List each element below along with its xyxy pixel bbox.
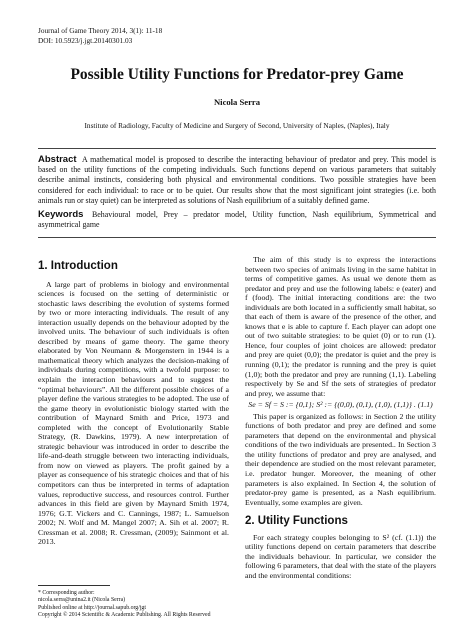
abstract-label: Abstract [38,154,77,165]
keywords-label: Keywords [38,209,84,220]
keywords-block [38,210,436,230]
footnote-email: nicola.serra@unina2.it (Nicola Serra) [38,597,126,604]
footnote-published: Published online at http://journal.sapub.org/jgt [38,604,146,611]
section-heading-utility-functions: 2. Utility Functions [245,515,348,528]
bottom-divider [38,237,436,238]
paper-title: Possible Utility Functions for Predator-prey Game [70,66,404,83]
section-heading-introduction: 1. Introduction [38,260,118,272]
doi: DOI: 10.5923/j.jgt.20140301.03 [38,36,133,45]
top-divider [38,148,436,149]
footnote-rule [38,585,110,586]
author-name: Nicola Serra [213,97,261,107]
footnote-corresponding: * Corresponding author: [38,590,95,596]
footnote [38,590,229,620]
abstract-text: A mathematical model is proposed to describe the interacting behaviour of predator and prey. This model is based on the utility functions of the competing individuals. Such functions depend on various parameters that suitably describe animal instincts, considering both physical and environmental conditions. Two possible strategies have been considered for each individual: to race or to be quiet. Our results show that the most significant joint strategies (i.e. both animals run or stay quiet) can be interpreted as solutions of Nash equilibrium of a suitably defined game. [38,155,436,205]
journal-citation: Journal of Game Theory 2014, 3(1): 11-18 [38,26,163,35]
organization-paragraph: This paper is organized as follows: in Section 2 the utility functions of both predator and prey are defined and some parameters that depend on the environmental and physical conditions of the two individuals are presented.. In Section 3 the utility functions of predator and prey are analysed, and their dependence are studied on the most relevant parameter, i.e. predator hunger. Moreover, the meaning of other parameters is also explained. In Section 4, the solution of predator-prey game is presented, as a Nash equilibrium. Eventually, some examples are given. [245,411,436,507]
right-column [245,255,436,581]
keywords-text: Behavioural model, Prey – predator model, Utility function, Nash equilibrium, Symmetrical and asymmetrical game [38,210,436,230]
left-column [38,262,229,547]
utility-paragraph: For each strategy couples belonging to S² (cf. (1.1)) the utility functions depend on certain parameters that describe the individuals behaviour. In particular, we consider the following 6 parameters, that deal with the state of the players and the environmental conditions: [245,532,436,580]
affiliation: Institute of Radiology, Faculty of Medicine and Surgery of Second, University of Naples, (Naples), Italy [84,121,390,130]
aim-paragraph: The aim of this study is to express the interactions between two species of animals living in the same habitat in terms of competitive games. As usual we denote them as predator and prey and use the following labels: e (eater) and f (food). The initial interacting conditions are: the two individuals are both located in a sufficiently small habitat, so that each of them is aware of the presence of the other, and knows that e is able to capture f. Each player can adopt one out of two suitable strategies: to be quiet (0) or to run (1). Hence, four couples of joint choices are allowed: predator and prey are quiet (0,0); the predator is quiet and the prey is running (0,1); the predator is running and the prey is quiet (1,0); both the predator and prey are running (1,1). Labeling respectively by Se and Sf the sets of strategies of predator and prey, we assume that: [245,255,436,398]
equation-1-1: Se = Sf = S := {0,1}; S² := {(0,0), (0,1), (1,0), (1,1)} . (1.1) [248,400,433,410]
footnote-copyright: Copyright © 2014 Scientific & Academic Publishing. All Rights Reserved [38,612,211,619]
journal-header [38,26,162,46]
intro-paragraph: A large part of problems in biology and environmental sciences is focused on the setting of deterministic or stochastic laws describing the evolution of systems formed by two or more interacting individuals. The result of any interaction usually depends on the behaviour adopted by the involved units. The behaviour of such individuals is often described by means of game theory. The game theory elaborated by Von Neumann & Morgenstern in 1944 is a mathematical theory which analyzes the decision-making of individuals during competitions, with a twofold purpose: to explain the interaction behaviours and to suggest the “optimal behaviours”. All the different possible choices of a player define the various strategies to be adopted. The use of the game theory in evolutionistic biology started with the contribution of Maynard Smith and Price, 1973 and completed with the concept of Evolutionarily Stable Strategy, (R. Dawkins, 1979). A new interpretation of strategic behaviour was introduced in order to describe the life-and-death struggle between two interacting individuals, from now on viewed as players. The profit gained by a player as consequence of his strategic choices and that of his competitors can thus be interpreted in terms of adaptation values, reproductive success, and resources control. Further advances in this field are given by Maynard Smith 1974, 1976; G.T. Vickers and C. Cannings, 1987; L. Samuelson 2002; N. Wolf and M. Mangel 2007; A. Sih et al. 2007; R. Cressman et al. 2008; R. Cressman, (2009); Sainmont et al. 2013. [38,279,229,547]
abstract-block [38,155,436,206]
